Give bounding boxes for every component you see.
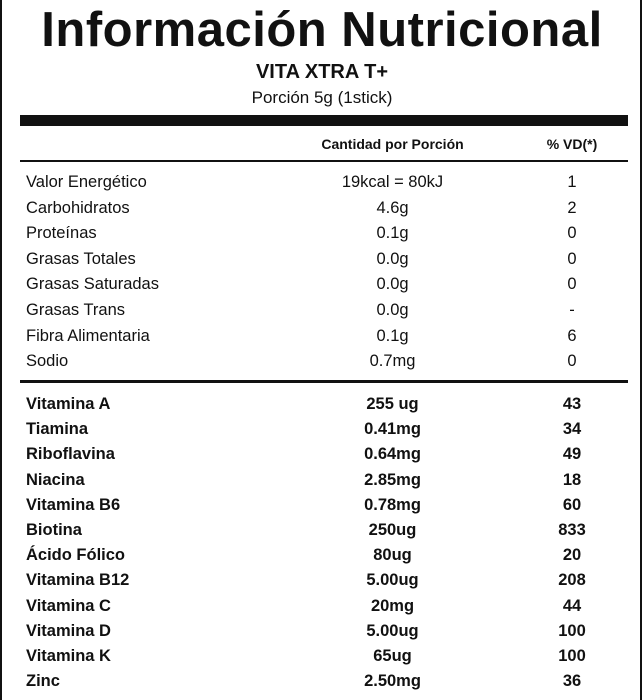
row-quantity: 0.0g xyxy=(376,249,409,268)
row-quantity: 0.78mg xyxy=(364,495,421,514)
row-vd: 208 xyxy=(558,571,586,590)
row-quantity: 2.50mg xyxy=(364,672,421,691)
row-vd: 0 xyxy=(567,224,577,243)
row-quantity: 255 ug xyxy=(366,395,419,413)
row-vd: 0 xyxy=(567,249,577,268)
row-vd: 2 xyxy=(567,198,577,217)
row-name: Vitamina K xyxy=(26,647,111,665)
nutrient-row xyxy=(0,272,644,298)
row-name: Grasas Totales xyxy=(26,249,136,268)
section-divider xyxy=(20,380,628,383)
row-vd: 44 xyxy=(562,596,582,615)
row-quantity: 0.0g xyxy=(376,275,409,294)
nutrient-row xyxy=(0,324,644,350)
row-name: Valor Energético xyxy=(26,173,147,191)
header-divider xyxy=(20,160,628,162)
nutrient-row xyxy=(0,247,644,273)
row-vd: 833 xyxy=(558,521,586,539)
nutrient-row xyxy=(0,196,644,222)
thick-divider xyxy=(20,115,628,126)
row-quantity: 65ug xyxy=(373,647,412,665)
row-vd: 18 xyxy=(562,470,582,489)
row-vd: 0 xyxy=(567,352,577,371)
vitamin-row xyxy=(0,417,644,443)
vitamin-row xyxy=(0,493,644,519)
row-name: Grasas Trans xyxy=(26,301,126,319)
row-name: Niacina xyxy=(26,470,85,489)
row-name: Vitamina D xyxy=(26,621,111,640)
row-quantity: 20mg xyxy=(370,596,415,615)
portion-size: Porción 5g (1stick) xyxy=(251,88,393,107)
row-name: Carbohidratos xyxy=(26,198,130,217)
vitamin-row xyxy=(0,518,644,544)
row-vd: 36 xyxy=(562,672,582,691)
row-quantity: 0.1g xyxy=(376,326,409,345)
row-name: Vitamina C xyxy=(26,596,111,615)
row-quantity: 0.41mg xyxy=(364,420,421,439)
nutrient-row xyxy=(0,221,644,247)
row-vd: 100 xyxy=(558,621,586,640)
row-vd: 49 xyxy=(562,445,582,464)
row-name: Biotina xyxy=(26,521,82,539)
vitamin-row xyxy=(0,468,644,494)
vitamin-row xyxy=(0,619,644,645)
row-quantity: 5.00ug xyxy=(366,571,419,590)
row-name: Tiamina xyxy=(26,420,89,439)
row-quantity: 5.00ug xyxy=(366,621,419,640)
row-name: Ácido Fólico xyxy=(26,546,125,565)
row-quantity: 0.1g xyxy=(376,224,409,243)
row-name: Vitamina B6 xyxy=(26,495,121,514)
row-quantity: 0.0g xyxy=(376,301,409,319)
vitamin-row xyxy=(0,594,644,620)
row-vd: 6 xyxy=(567,326,577,345)
row-vd: 1 xyxy=(567,173,577,191)
row-name: Sodio xyxy=(26,352,69,371)
row-name: Riboflavina xyxy=(26,445,115,464)
row-quantity: 80ug xyxy=(373,546,412,565)
row-quantity: 0.7mg xyxy=(369,352,416,371)
row-name: Fibra Alimentaria xyxy=(26,326,150,345)
vitamin-row xyxy=(0,543,644,569)
product-name: VITA XTRA T+ xyxy=(255,61,389,83)
vitamin-row xyxy=(0,644,644,670)
row-vd: 100 xyxy=(558,647,586,665)
row-name: Grasas Saturadas xyxy=(26,275,159,294)
vitamin-row xyxy=(0,392,644,418)
row-vd: 20 xyxy=(562,546,582,565)
row-quantity: 2.85mg xyxy=(364,470,421,489)
row-vd: 60 xyxy=(562,495,582,514)
label-title: Información Nutricional xyxy=(41,3,603,57)
header-quantity: Cantidad por Porción xyxy=(321,136,464,152)
row-name: Zinc xyxy=(26,672,60,691)
row-vd: 0 xyxy=(567,275,577,294)
row-quantity: 250ug xyxy=(368,521,417,539)
nutrient-row xyxy=(0,170,644,196)
row-quantity: 0.64mg xyxy=(364,445,421,464)
row-name: Vitamina B12 xyxy=(26,571,130,590)
row-quantity: 19kcal = 80kJ xyxy=(341,173,444,191)
row-vd: 43 xyxy=(562,395,582,413)
vitamin-row xyxy=(0,568,644,594)
row-quantity: 4.6g xyxy=(376,198,409,217)
row-vd: - xyxy=(569,301,575,319)
vitamin-row xyxy=(0,669,644,695)
row-name: Proteínas xyxy=(26,224,97,243)
row-name: Vitamina A xyxy=(26,395,111,413)
nutrient-row xyxy=(0,298,644,324)
header-vd: % VD(*) xyxy=(546,136,598,152)
nutrient-row xyxy=(0,349,644,375)
vitamin-row xyxy=(0,442,644,468)
row-vd: 34 xyxy=(562,420,582,439)
